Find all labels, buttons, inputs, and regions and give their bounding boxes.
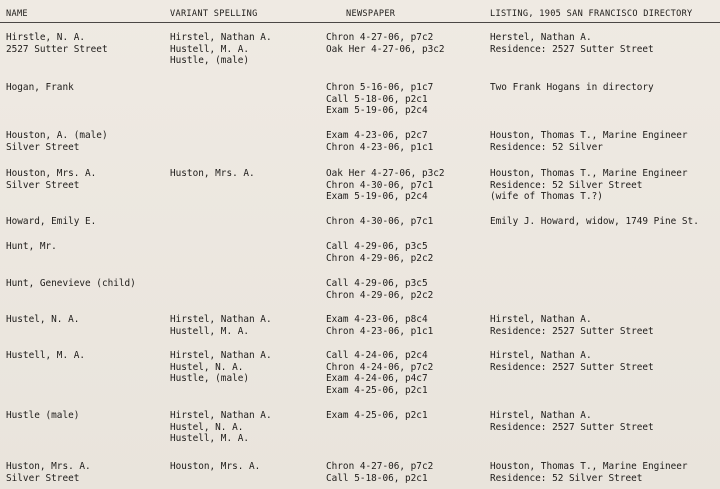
- entry-variant-spelling-line: Hustle, (male): [170, 373, 250, 384]
- header-variant-spelling: VARIANT SPELLING: [170, 9, 258, 19]
- entry-variant-spelling-line: Hirstel, Nathan A.: [170, 314, 272, 325]
- entry-newspaper: [326, 314, 433, 337]
- entry-listing: [490, 130, 688, 153]
- entry-name: [6, 82, 74, 94]
- entry-newspaper-line: Chron 4-30-06, p7c1: [326, 179, 434, 191]
- header-listing: LISTING, 1905 SAN FRANCISCO DIRECTORY: [490, 9, 693, 19]
- entry-listing: [490, 32, 654, 55]
- entry-newspaper: [326, 278, 433, 301]
- entry-variant-spelling-line: Hirstel, Nathan A.: [170, 350, 272, 361]
- entry-listing-line: Residence: 2527 Sutter Street: [490, 361, 654, 373]
- table-header: [0, 4, 720, 23]
- entry-variant-spelling-line: Hustell, M. A.: [170, 433, 250, 444]
- entry-listing-line: Residence: 2527 Sutter Street: [490, 325, 654, 337]
- entry-listing-line: Herstel, Nathan A.: [490, 32, 592, 43]
- entry-newspaper-line: Exam 5-19-06, p2c4: [326, 191, 428, 202]
- entry-newspaper-line: Exam 4-23-06, p8c4: [326, 314, 428, 325]
- entry-newspaper-line: Chron 5-16-06, p1c7: [326, 82, 434, 93]
- entry-name: [6, 241, 57, 253]
- entry-newspaper-line: Call 4-29-06, p3c5: [326, 278, 428, 289]
- entry-newspaper: [326, 168, 445, 203]
- header-name: NAME: [6, 9, 28, 19]
- entry-newspaper-line: Oak Her 4-27-06, p3c2: [326, 43, 445, 55]
- entry-name-line: Hustell, M. A.: [6, 350, 86, 361]
- entry-variant-spelling-line: Hirstel, Nathan A.: [170, 410, 272, 421]
- entry-listing: [490, 461, 688, 484]
- header-newspaper: NEWSPAPER: [346, 9, 396, 19]
- entry-name-line: Houston, A. (male): [6, 130, 108, 141]
- entry-name-line: Hirstle, N. A.: [6, 32, 86, 43]
- entry-newspaper-line: Exam 4-25-06, p2c1: [326, 410, 428, 421]
- entry-name: [6, 278, 136, 290]
- entry-name-line: Silver Street: [6, 472, 80, 484]
- entry-newspaper-line: Chron 4-29-06, p2c2: [326, 289, 434, 301]
- entry-listing-line: Houston, Thomas T., Marine Engineer: [490, 461, 688, 472]
- entry-listing: [490, 82, 654, 94]
- entry-name-line: Houston, Mrs. A.: [6, 168, 97, 179]
- entry-newspaper-line: Chron 4-30-06, p7c1: [326, 216, 434, 227]
- entry-name: [6, 130, 108, 153]
- entry-newspaper-line: Exam 5-19-06, p2c4: [326, 105, 428, 116]
- entry-variant-spelling: [170, 168, 255, 180]
- entry-listing-line: Residence: 52 Silver Street: [490, 179, 643, 191]
- entry-newspaper: [326, 350, 433, 396]
- entry-newspaper-line: Call 4-24-06, p2c4: [326, 350, 428, 361]
- entry-newspaper-line: Chron 4-27-06, p7c2: [326, 461, 434, 472]
- entry-name-line: Hunt, Mr.: [6, 241, 57, 252]
- entry-listing-line: Emily J. Howard, widow, 1749 Pine St.: [490, 216, 699, 227]
- entry-listing-line: Houston, Thomas T., Marine Engineer: [490, 130, 688, 141]
- entry-name-line: Hustle (male): [6, 410, 80, 421]
- entry-listing: [490, 350, 654, 373]
- entry-name: [6, 32, 108, 55]
- entry-variant-spelling-line: Hustell, M. A.: [170, 43, 250, 55]
- entry-newspaper-line: Chron 4-23-06, p1c1: [326, 141, 434, 153]
- entry-listing-line: Hirstel, Nathan A.: [490, 350, 592, 361]
- entry-name-line: Hogan, Frank: [6, 82, 74, 93]
- entry-listing-line: Houston, Thomas T., Marine Engineer: [490, 168, 688, 179]
- entry-name: [6, 410, 79, 422]
- entry-newspaper-line: Exam 4-25-06, p2c1: [326, 384, 428, 396]
- entry-variant-spelling-line: Hustel, N. A.: [170, 421, 244, 433]
- entry-name: [6, 168, 96, 191]
- entry-variant-spelling-line: Hustle, (male): [170, 55, 250, 66]
- entry-variant-spelling-line: Huston, Mrs. A.: [170, 168, 255, 179]
- entry-newspaper-line: Call 5-18-06, p2c1: [326, 472, 428, 484]
- entry-variant-spelling: [170, 461, 260, 473]
- entry-name: [6, 216, 96, 228]
- entry-listing-line: Residence: 52 Silver: [490, 141, 603, 153]
- entry-listing: [490, 314, 654, 337]
- entry-name-line: Hunt, Genevieve (child): [6, 278, 136, 289]
- entry-newspaper: [326, 130, 433, 153]
- entry-newspaper-line: Oak Her 4-27-06, p3c2: [326, 168, 445, 179]
- entry-listing-line: (wife of Thomas T.?): [490, 191, 603, 202]
- entry-newspaper: [326, 216, 433, 228]
- entry-newspaper: [326, 32, 445, 55]
- entry-variant-spelling-line: Houston, Mrs. A.: [170, 461, 261, 472]
- entry-listing-line: Hirstel, Nathan A.: [490, 410, 592, 421]
- entry-newspaper: [326, 410, 428, 422]
- entry-name-line: Huston, Mrs. A.: [6, 461, 91, 472]
- entry-listing-line: Residence: 2527 Sutter Street: [490, 43, 654, 55]
- entry-variant-spelling-line: Hirstel, Nathan A.: [170, 32, 272, 43]
- entry-listing-line: Two Frank Hogans in directory: [490, 82, 654, 93]
- entry-variant-spelling-line: Hustel, N. A.: [170, 361, 244, 373]
- entry-newspaper: [326, 241, 433, 264]
- entry-newspaper-line: Chron 4-24-06, p7c2: [326, 361, 434, 373]
- entry-name-line: Hustel, N. A.: [6, 314, 80, 325]
- entry-newspaper-line: Call 4-29-06, p3c5: [326, 241, 428, 252]
- entry-newspaper: [326, 82, 433, 117]
- entry-listing: [490, 410, 654, 433]
- entry-listing-line: Hirstel, Nathan A.: [490, 314, 592, 325]
- entry-name-line: Howard, Emily E.: [6, 216, 97, 227]
- entry-newspaper-line: Exam 4-24-06, p4c7: [326, 373, 428, 384]
- entry-name-line: Silver Street: [6, 179, 80, 191]
- entry-name-line: Silver Street: [6, 141, 80, 153]
- entry-listing-line: Residence: 2527 Sutter Street: [490, 421, 654, 433]
- entry-newspaper-line: Chron 4-27-06, p7c2: [326, 32, 434, 43]
- entry-name: [6, 461, 91, 484]
- entry-newspaper: [326, 461, 433, 484]
- entry-name: [6, 350, 85, 362]
- entry-listing: [490, 216, 699, 228]
- entry-newspaper-line: Chron 4-23-06, p1c1: [326, 325, 434, 337]
- entry-variant-spelling: [170, 314, 272, 337]
- entry-name: [6, 314, 79, 326]
- entry-listing-line: Residence: 52 Silver Street: [490, 472, 643, 484]
- entry-variant-spelling: [170, 410, 272, 445]
- entry-newspaper-line: Chron 4-29-06, p2c2: [326, 252, 434, 264]
- entry-variant-spelling: [170, 350, 272, 385]
- entry-newspaper-line: Exam 4-23-06, p2c7: [326, 130, 428, 141]
- entry-listing: [490, 168, 688, 203]
- entry-variant-spelling-line: Hustell, M. A.: [170, 325, 250, 337]
- entry-name-line: 2527 Sutter Street: [6, 43, 108, 55]
- entry-newspaper-line: Call 5-18-06, p2c1: [326, 93, 428, 105]
- entry-variant-spelling: [170, 32, 272, 67]
